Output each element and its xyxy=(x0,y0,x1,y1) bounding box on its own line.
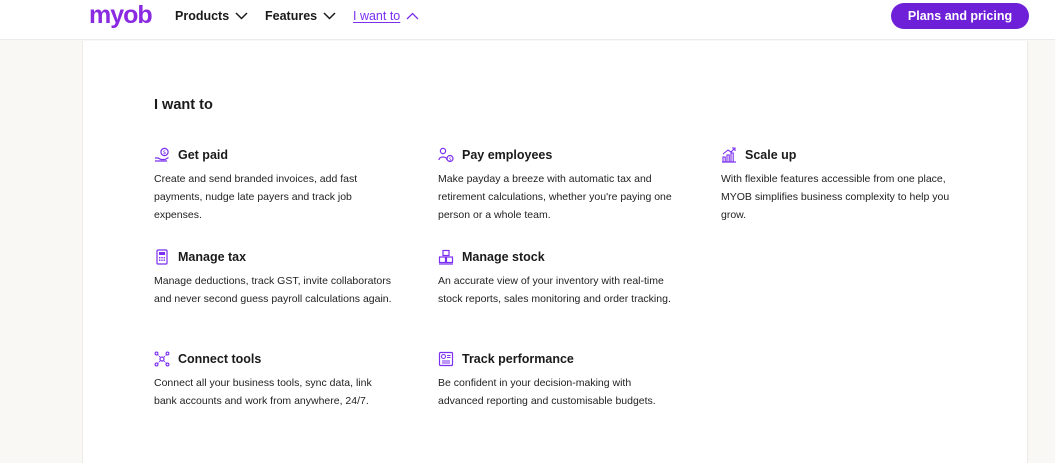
menu-item-title: Manage tax xyxy=(178,250,247,264)
nav-products[interactable] xyxy=(175,8,248,24)
menu-item-manage-tax[interactable] xyxy=(154,249,394,308)
plans-and-pricing-button[interactable]: Plans and pricing xyxy=(891,3,1029,29)
menu-item-description: Manage deductions, track GST, invite collaborators and never second guess payroll calculations again. xyxy=(154,275,392,305)
menu-item-title: Pay employees xyxy=(462,148,553,162)
menu-item-description: Create and send branded invoices, add fast payments, nudge late payers and track job expenses. xyxy=(154,173,358,221)
menu-item-pay-employees[interactable] xyxy=(438,147,683,224)
money-hand-icon xyxy=(154,147,170,163)
boxes-icon xyxy=(438,249,454,265)
top-navigation xyxy=(0,0,1055,40)
panel-title: I want to xyxy=(154,97,213,113)
nav-i-want-to[interactable] xyxy=(353,8,419,24)
chevron-up-icon xyxy=(406,12,419,20)
menu-item-track-performance[interactable] xyxy=(438,351,678,410)
nav-products-label: Products xyxy=(175,9,230,23)
nav-features-label: Features xyxy=(265,9,318,23)
report-icon xyxy=(438,351,454,367)
menu-item-title: Connect tools xyxy=(178,352,262,366)
menu-item-description: Connect all your business tools, sync data, link bank accounts and work from anywhere, 24/7. xyxy=(154,377,372,407)
i-want-to-dropdown-panel xyxy=(82,41,1028,463)
svg-text:$: $ xyxy=(162,150,167,156)
menu-item-title: Manage stock xyxy=(462,250,545,264)
menu-item-scale-up[interactable] xyxy=(721,147,961,224)
svg-text:$: $ xyxy=(448,157,452,163)
menu-item-title: Get paid xyxy=(178,148,229,162)
menu-item-manage-stock[interactable] xyxy=(438,249,678,308)
nav-features[interactable] xyxy=(265,8,336,24)
menu-item-get-paid[interactable] xyxy=(154,147,394,224)
calculator-icon xyxy=(154,249,170,265)
menu-item-title: Scale up xyxy=(745,148,797,162)
myob-logo[interactable]: myob xyxy=(89,1,152,29)
menu-item-title: Track performance xyxy=(462,352,574,366)
chevron-down-icon xyxy=(323,12,336,20)
menu-item-description: With flexible features accessible from one place, MYOB simplifies business complexity to help you grow. xyxy=(721,173,950,221)
chevron-down-icon xyxy=(235,12,248,20)
menu-item-description: An accurate view of your inventory with real-time stock reports, sales monitoring and order tracking. xyxy=(438,275,671,305)
menu-item-description: Be confident in your decision-making with advanced reporting and customisable budgets. xyxy=(438,377,656,407)
connect-nodes-icon xyxy=(154,351,170,367)
growth-chart-icon xyxy=(721,147,737,163)
menu-item-connect-tools[interactable] xyxy=(154,351,394,410)
nav-i-want-to-label: I want to xyxy=(353,9,401,23)
employee-pay-icon xyxy=(438,147,454,163)
menu-item-description: Make payday a breeze with automatic tax and retirement calculations, whether you're paying one person or a whole team. xyxy=(438,173,672,221)
